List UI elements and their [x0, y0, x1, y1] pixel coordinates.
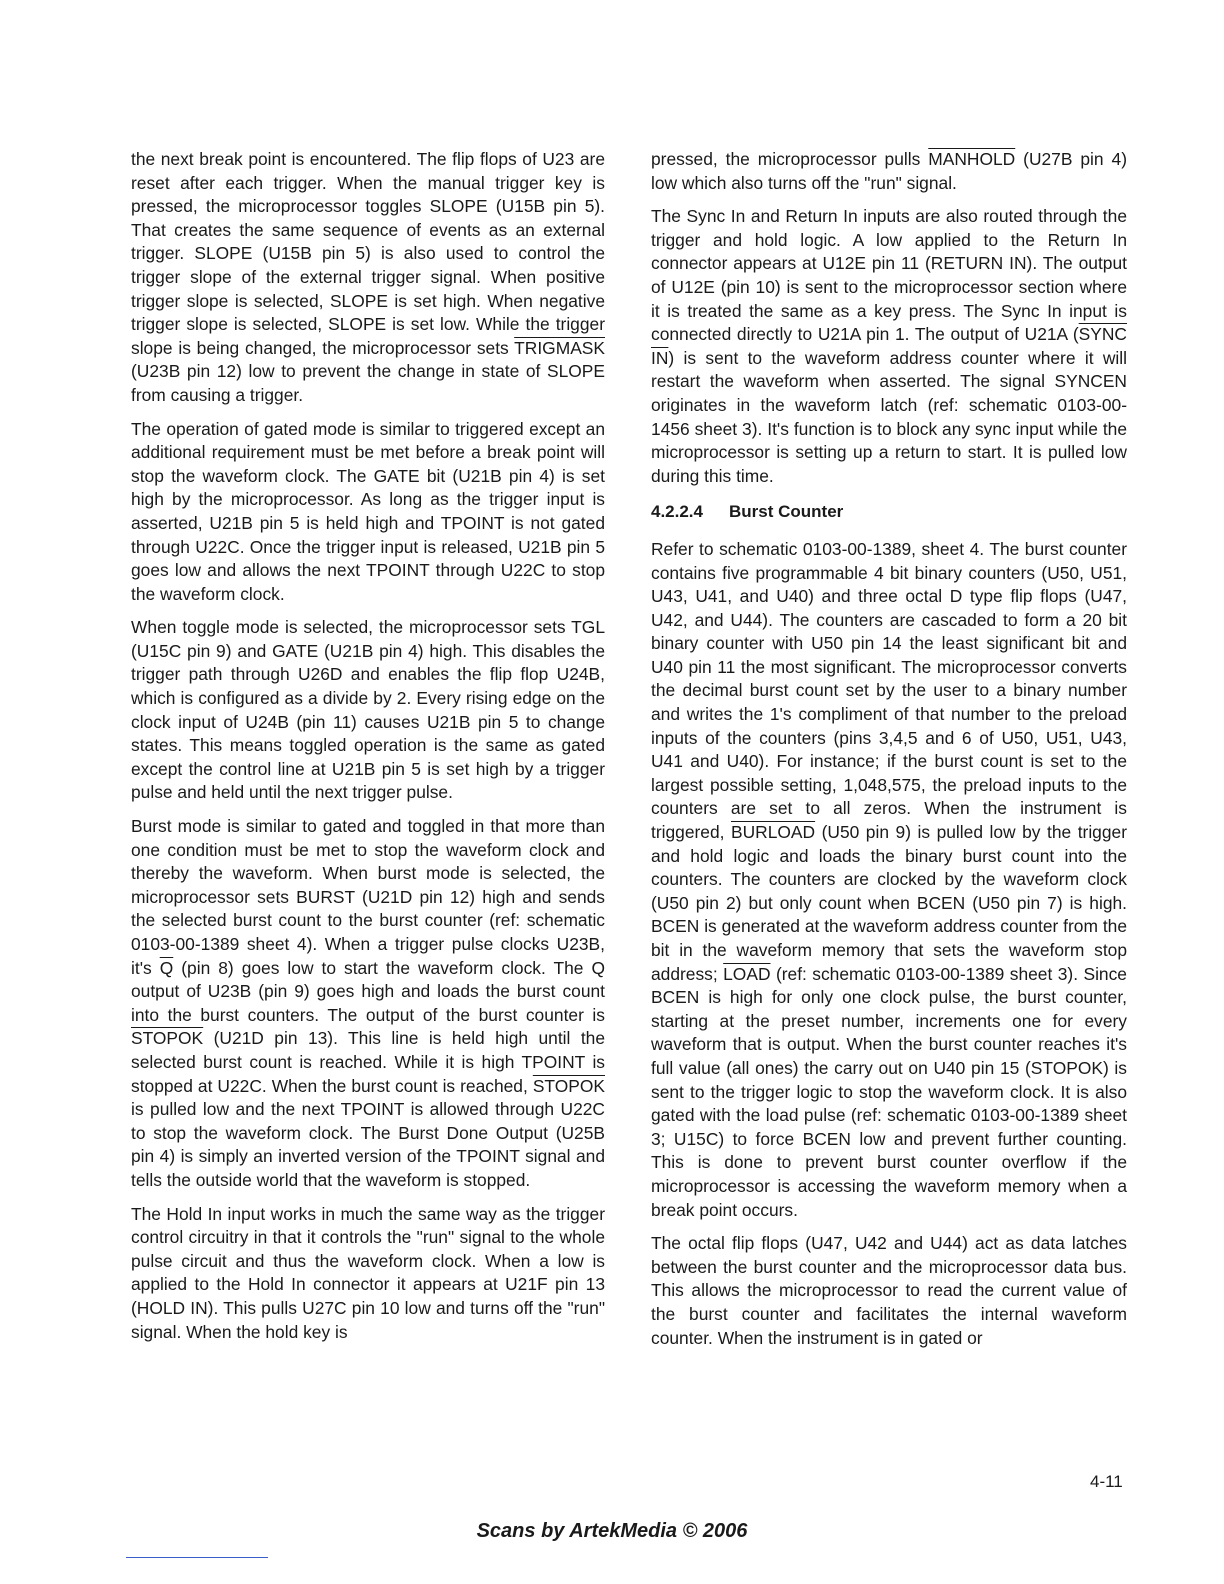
- paragraph: When toggle mode is selected, the microprocessor sets TGL (U15C pin 9) and GATE (U21B pin 4) high. This disables the trigger path through U26D and enables the flip flop U24B, which is configured as a divide by 2. Every rising edge on the clock input of U24B (pin 11) causes U21B pin 5 to change states. This means toggled operation is the same as gated except the control line at U21B pin 5 is set high by a trigger pulse and held until the next trigger pulse.: [131, 617, 605, 803]
- paragraph: Burst mode is similar to gated and toggled in that more than one condition must be met to stop the waveform clock and thereby the waveform. When burst mode is selected, the microprocessor sets BURST (U21D pin 12) high and sends the selected burst count to the burst counter (ref: schematic 0103-00-1389 sheet 4). When a trigger pulse clocks U23B, it's $\overline{Q}$ (pin 8) goes low to start the waveform clock. The Q output of U23B (pin 9) goes high and loads the burst count into the burst counters. The output of the burst counter is STOPOK (U21D pin 13). This line is held high until the selected burst count is reached. While it is high TPOINT is stopped at U22C. When the burst count is reached, STOPOK is pulled low and the next TPOINT is allowed through U22C to stop the waveform clock. The Burst Done Output (U25B pin 4) is simply an inverted version of the TPOINT signal and tells the outside world that the waveform is stopped.: [131, 816, 605, 1190]
- right-column: [651, 148, 1127, 1360]
- overline-signal: $\overline{Q}$: [159, 957, 174, 978]
- paragraph: Refer to schematic 0103-00-1389, sheet 4. The burst counter contains five programmable 4 bit binary counters (U50, U51, U43, U41, and U40) and three octal D type flip flops (U47, U42, and U44). The counters are cascaded to form a 20 bit binary counter with U50 pin 14 the least significant bit and U40 pin 11 the most significant. The microprocessor converts the decimal burst count set by the user to a binary number and writes the 1's compliment of that number to the preload inputs of the counters (pins 3,4,5 and 6 of U50, U51, U43, U41 and U40). For instance; if the burst count is set to the largest possible setting, 1,048,575, the preload inputs to the counters are set to all zeros. When the instrument is triggered, BURLOAD (U50 pin 9) is pulled low by the trigger and hold logic and loads the binary burst count into the counters. The counters are clocked by the waveform clock (U50 pin 2) but only count when BCEN (U50 pin 7) is high. BCEN is generated at the waveform address counter from the bit in the waveform memory that sets the waveform stop address; LOAD (ref: schematic 0103-00-1389 sheet 3). Since BCEN is high for only one clock pulse, the burst counter, starting at the preset number, increments one for every waveform that is output. When the burst counter reaches it's full value (all ones) the carry out on U40 pin 15 (STOPOK) is sent to the trigger logic to stop the waveform clock. It is also gated with the load pulse (ref: schematic 0103-00-1389 sheet 3; U15C) to force BCEN low and prevent further counting. This is done to prevent burst counter overflow if the microprocessor is accessing the waveform memory when a break point occurs.: [651, 538, 1127, 1220]
- section-heading: [651, 500, 1127, 524]
- paragraph: The Hold In input works in much the same way as the trigger control circuitry in that it controls the "run" signal to the whole pulse circuit and thus the waveform clock. When a low is applied to the Hold In connector it appears at U21F pin 13 (HOLD IN). This pulls U27C pin 10 low and turns off the "run" signal. When the hold key is: [131, 1203, 605, 1342]
- overline-signal: BURLOAD: [731, 822, 816, 843]
- overline-signal: STOPOK: [131, 1028, 204, 1049]
- left-column: [131, 148, 605, 1354]
- footer-divider: [126, 1557, 268, 1558]
- paragraph: The octal flip flops (U47, U42 and U44) act as data latches between the burst counter and the microprocessor data bus. This allows the microprocessor to read the current value of the burst counter and facilitates the internal waveform counter. When the instrument is in gated or: [651, 1233, 1127, 1348]
- paragraph: The operation of gated mode is similar to triggered except an additional requirement must be met before a break point will stop the waveform clock. The GATE bit (U21B pin 4) is set high by the microprocessor. As long as the trigger input is asserted, U21B pin 5 is held high and TPOINT is not gated through U22C. Once the trigger input is released, U21B pin 5 goes low and allows the next TPOINT through U22C to stop the waveform clock.: [131, 418, 605, 604]
- paragraph: the next break point is encountered. The flip flops of U23 are reset after each trigger. When the manual trigger key is pressed, the microprocessor toggles SLOPE (U15B pin 5). That creates the same sequence of events as an external trigger. SLOPE (U15B pin 5) is also used to control the trigger slope of the external trigger signal. When positive trigger slope is selected, SLOPE is set high. When negative trigger slope is selected, SLOPE is set low. While the trigger slope is being changed, the microprocessor sets TRIGMASK (U23B pin 12) low to prevent the change in state of SLOPE from causing a trigger.: [131, 149, 605, 405]
- section-title: Burst Counter: [729, 502, 844, 522]
- paragraph: The Sync In and Return In inputs are also routed through the trigger and hold logic. A low applied to the Return In connector appears at U12E pin 11 (RETURN IN). The output of U12E (pin 10) is sent to the microprocessor section where it is treated the same as a key press. The Sync In input is connected directly to U21A pin 1. The output of U21A (SYNC IN) is sent to the waveform address counter where it will restart the waveform when asserted. The signal SYNCEN originates in the waveform latch (ref: schematic 0103-00-1456 sheet 3). It's function is to block any sync input while the microprocessor is setting up a return to start. It is pulled low during this time.: [651, 206, 1127, 486]
- page-number: 4-11: [1090, 1472, 1123, 1491]
- paragraph: pressed, the microprocessor pulls MANHOLD (U27B pin 4) low which also turns off the "run" signal.: [651, 149, 1127, 193]
- overline-signal: SYNC IN: [651, 324, 1127, 368]
- overline-signal: LOAD: [723, 963, 771, 984]
- overline-signal: MANHOLD: [928, 149, 1016, 169]
- overline-signal: STOPOK: [532, 1075, 605, 1096]
- footer-credit: Scans by ArtekMedia © 2006: [476, 1520, 748, 1542]
- overline-signal: TRIGMASK: [514, 337, 605, 358]
- section-number: 4.2.2.4: [651, 502, 703, 522]
